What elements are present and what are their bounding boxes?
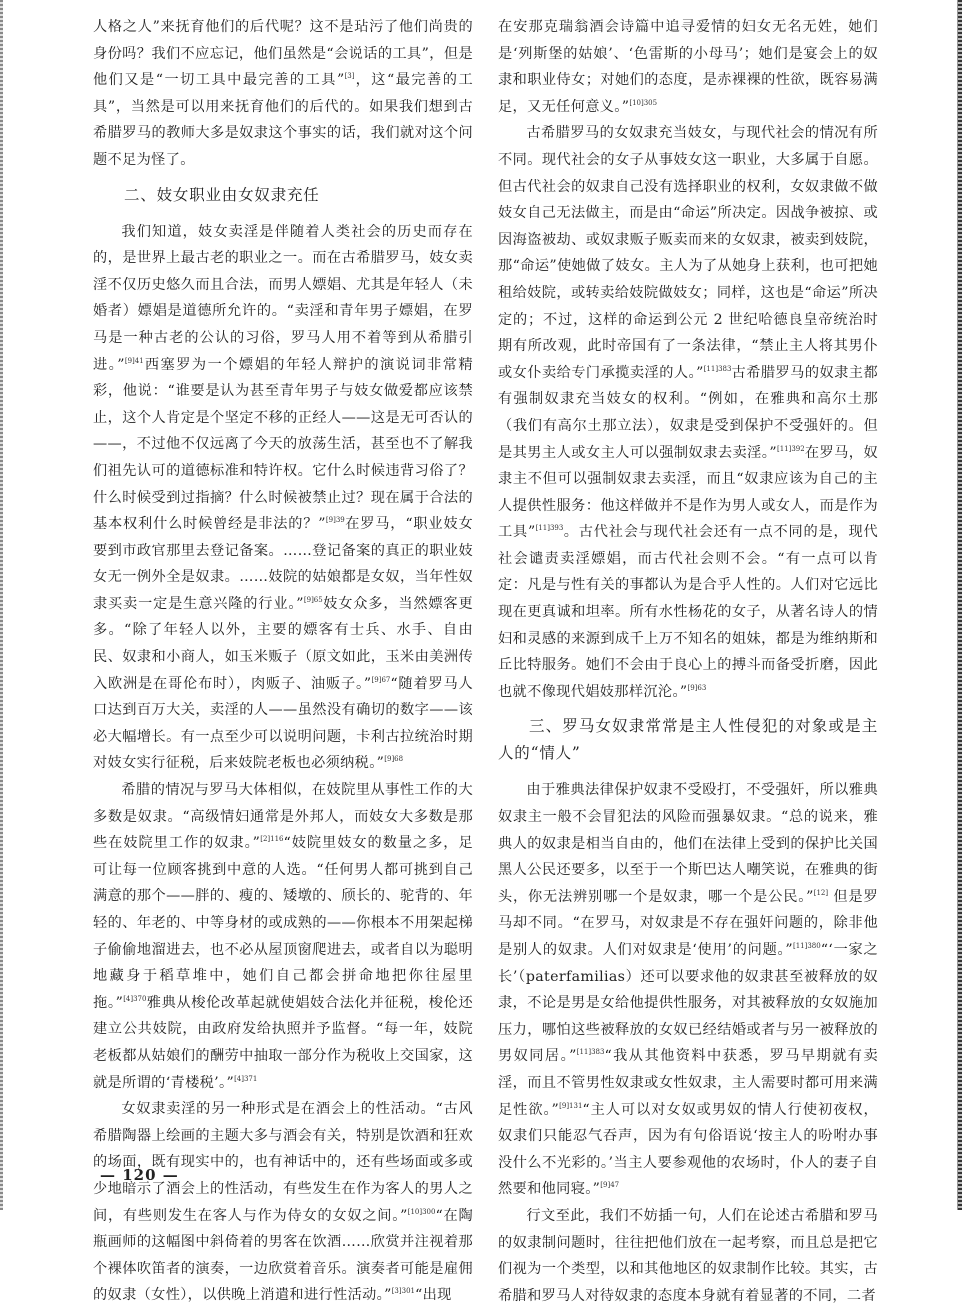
- paragraph-text: 在安那克瑞翁酒会诗篇中追寻爱情的妇女无名无姓，她们是‘列斯堡的姑娘’、‘色雷斯的小母马’；她们是宴会上的奴隶和职业侍女；对她们的态度，是赤裸裸的性欲，既容易满足，又无任何意义。”: [498, 19, 878, 115]
- paragraph-text: 我们知道，妓女卖淫是伴随着人类社会的历史而存在的，是世界上最古老的职业之一。而在古希腊罗马，妓女卖淫不仅历史悠久而且合法，而男人嫖娼、尤其是年轻人（未婚者）嫖娼是道德所允许的。“卖淫和青年男子嫖娼，在罗马是一种古老的公认的习俗，罗马人用不着等到从希腊引进。”: [93, 223, 473, 373]
- footnote-reference: [9]63: [687, 683, 707, 692]
- paragraph-text: 行文至此，我们不妨插一句，人们在论述古希腊和罗马的奴隶制问题时，往往把他们放在一起考察，而且总是把它们视为一个类型，以和其他地区的奴隶制作比较。其实，古希腊和罗马人对待奴隶的态度本身就有着显著的不同，二者: [498, 1207, 878, 1304]
- footnote-reference: [4]371: [234, 1074, 258, 1083]
- body-paragraph: [93, 219, 473, 777]
- footnote-reference: [9]68: [384, 755, 404, 764]
- paragraph-text: 在罗马，“职业妓女要到市政官那里去登记备案。……登记备案的真正的职业妓女无一例外全是奴隶。……妓院的姑娘都是女奴，当年性奴隶买卖一定是生意兴隆的行业。”: [93, 516, 474, 612]
- right-column: [498, 14, 878, 1309]
- footnote-reference: [9]65: [303, 595, 323, 604]
- paragraph-text: “妓院里妓女的数量之多，足可让每一位顾客挑到中意的人选。“任何男人都可挑到自己满意的那个——胖的、瘦的、矮墩的、颀长的、驼背的、年轻的、年老的、中等身材的或成熟的——你根本不用架起梯子偷偷地溜进去，也不必从屋顶窗爬进去，或者自以为聪明地藏身于稻草堆中，她们自己都会拼命地把你往屋里拖。”: [93, 835, 473, 1011]
- paragraph-text: 。古代社会与现代社会还有一点不同的是，现代社会谴责卖淫嫖娼，而古代社会则不会。“有一点可以肯定：凡是与性有关的事都认为是合乎人性的。人们对它远比现在更真诚和坦率。所有水性杨花的女子，从著名诗人的情妇和灵感的来源到成千上万不知名的姐妹，都是为维纳斯和丘比特服务。她们不会由于良心上的搏斗而备受折磨，因此也就不像现代娼妓那样沉沦。”: [498, 524, 878, 700]
- paragraph-text: 希腊的情况与罗马大体相似，在妓院里从事性工作的大多数是奴隶。“高级情妇通常是外邦人，而妓女大多数是那些在妓院里工作的奴隶。”: [93, 782, 473, 852]
- footnote-reference: [11]392: [776, 444, 805, 453]
- paragraph-text: 西塞罗为一个嫖娼的年轻人辩护的演说词非常精彩，他说：“谁要是认为甚至青年男子与妓女做爱都应该禁止，这个人肯定是个坚定不移的正经人——这是无可否认的——，不过他不仅远离了今天的放荡生活，甚至也不了解我们祖先认可的道德标准和特许权。它什么时候违背习俗了？什么时候受到过指摘？什么时候被禁止过？现在属于合法的基本权利什么时候曾经是非法的？”: [93, 356, 473, 533]
- paragraph-text: 妓女众多，当然嫖客更多。“除了年轻人以外，主要的嫖客有士兵、水手、自由民、奴隶和小商人，如玉米贩子（原文如此，玉米由美洲传入欧洲是在哥伦布时），肉贩子、油贩子。”: [93, 595, 473, 692]
- paragraph-text: 由于雅典法律保护奴隶不受殴打，不受强奸，所以雅典奴隶主一般不会冒犯法的风险而强暴奴隶。“总的说来，雅典人的奴隶是相当自由的，他们在法律上受到的保护比关国黑人公民还要多，以至于一个斯巴达人嘲笑说，在雅典的街头，你无法辨别哪一个是奴隶，哪一个是公民。”: [498, 782, 878, 905]
- body-paragraph: [93, 14, 473, 174]
- footnote-reference: [9]131: [559, 1101, 583, 1110]
- paragraph-text: “在陶瓶画师的这幅图中斜倚着的男客在饮酒……欣赏并注视着那个裸体吹笛者的演奏，一边欣赏着音乐。演奏者可能是雇佣的奴隶（女性），以供晚上消遣和进行性活动。”: [93, 1207, 473, 1304]
- footnote-reference: [12]: [813, 888, 829, 897]
- body-paragraph: [93, 1096, 473, 1309]
- body-paragraph: [498, 777, 878, 1203]
- footnote-reference: [4]370: [123, 994, 147, 1003]
- page-right-edge: [957, 0, 962, 1210]
- footnote-reference: [9]39: [325, 516, 345, 525]
- footnote-reference: [11]393: [535, 524, 564, 533]
- footnote-reference: [3]: [344, 72, 355, 81]
- footnote-reference: [11]380: [792, 942, 821, 950]
- paragraph-text: 在罗马，奴隶主不但可以强制奴隶去卖淫，而且“奴隶应该为自己的主人提供性服务：他这样做并不是作为男人或女人，而是作为工具”: [498, 444, 878, 541]
- paragraph-text: 女奴隶卖淫的另一种形式是在酒会上的性活动。“古风希腊陶器上绘画的主题大多与酒会有关，特别是饮酒和狂欢的场面，既有现实中的，也有神话中的，还有些场面或多或少地暗示了酒会上的性活动，有些发生在作为客人的男人之间，有些则发生在客人与作为侍女的女奴之间。”: [93, 1101, 473, 1224]
- section-heading: 二、妓女职业由女奴隶充任: [124, 185, 320, 204]
- body-paragraph: [498, 1203, 878, 1309]
- footnote-reference: [3]301: [391, 1287, 415, 1296]
- section-heading: 三、罗马女奴隶常常是主人性侵犯的对象或是主人的“情人”: [498, 717, 878, 763]
- page-number: — 120 —: [100, 1166, 179, 1184]
- footnote-reference: [10]305: [629, 98, 658, 107]
- footnote-reference: [11]383: [703, 364, 732, 373]
- paragraph-text: ，这“最完善的工具”，当然是可以用来抚育他们的后代的。如果我们想到古希腊罗马的教师大多是奴隶这个事实的话，我们就对这个问题不足为怪了。: [93, 72, 473, 168]
- footnote-reference: [9]67: [371, 675, 391, 684]
- body-paragraph: [93, 777, 473, 1096]
- page-left-edge: [0, 0, 3, 1210]
- paragraph-text: “‘一家之长’（paterfamilias）还可以要求他的奴隶甚至被释放的奴隶，不论是男是女给他提供性服务，对其被释放的女奴施加压力，哪怕这些被释放的女奴已经结婚或者与另一被释放的男奴同居。”: [498, 942, 878, 1065]
- paragraph-text: 古希腊罗马的奴隶主都有强制奴隶充当妓女的权利。“例如，在雅典和高尔土那（我们有高尔土那立法），奴隶是受到保护不受强奸的。但是其男主人或女主人可以强制奴隶去卖淫。”: [498, 364, 878, 461]
- paragraph-text: 但是罗马却不同。“在罗马，对奴隶是不存在强奸问题的，除非他是别人的奴隶。人们对奴隶是‘使用’的问题。”: [498, 888, 878, 958]
- body-paragraph: [498, 14, 878, 120]
- paragraph-text: “我从其他资料中获悉，罗马早期就有卖淫，而且不管男性奴隶或女性奴隶，主人需要时都可用来满足性欲。”: [498, 1048, 878, 1118]
- paragraph-text: 人格之人”来抚育他们的后代呢？这不是玷污了他们尚贵的身份吗？我们不应忘记，他们虽然是“会说话的工具”，但是他们又是“一切工具中最完善的工具”: [93, 19, 473, 89]
- paragraph-text: 古希腊罗马的女奴隶充当妓女，与现代社会的情况有所不同。现代社会的女子从事妓女这一职业，大多属于自愿。但古代社会的奴隶自己没有选择职业的权利，女奴隶做不做妓女自己无法做主，而是由“命运”所决定。因战争被掠、或因海盗被劫、或奴隶贩子贩卖而来的女奴隶，被卖到妓院，那“命运”使她做了妓女。主人为了从她身上获利，也可把她租给妓院，或转卖给妓院做妓女；同样，这也是“命运”所决定的；不过，这样的命运到公元 2 世纪哈德良皇帝统治时期有所改观，此时帝国有了一条法律，“禁止主人将其男仆或女仆卖给专门承揽卖淫的人。”: [498, 125, 878, 381]
- footnote-reference: [9]41: [124, 356, 144, 365]
- footnote-reference: [2]116: [260, 835, 284, 844]
- body-paragraph: [498, 120, 878, 705]
- left-column: [93, 14, 473, 1309]
- footnote-reference: [9]47: [600, 1181, 620, 1190]
- paragraph-text: 雅典从梭伦改革起就使娼妓合法化并征税，梭伦还建立公共妓院，由政府发给执照并予监督。“每一年，妓院老板都从姑娘们的酬劳中抽取一部分作为税收上交国家，这就是所谓的‘青楼税’。”: [93, 994, 473, 1091]
- footnote-reference: [11]383: [576, 1048, 605, 1057]
- paragraph-text: “随着罗马人口达到百万大关，卖淫的人——虽然没有确切的数字——该必大幅增长。有一点至少可以说明问题，卡利古拉统治时期对妓女实行征税，后来妓院老板也必须纳税。”: [93, 675, 473, 772]
- paragraph-text: “出现: [414, 1287, 452, 1304]
- paragraph-text: “主人可以对女奴或男奴的情人行使初夜权，奴隶们只能忍气吞声，因为有句俗语说‘按主人的吩咐办事没什么不光彩的。’当主人要参观他的农场时，仆人的妻子自然要和他同寝。”: [498, 1101, 878, 1198]
- footnote-reference: [10]300: [407, 1207, 436, 1216]
